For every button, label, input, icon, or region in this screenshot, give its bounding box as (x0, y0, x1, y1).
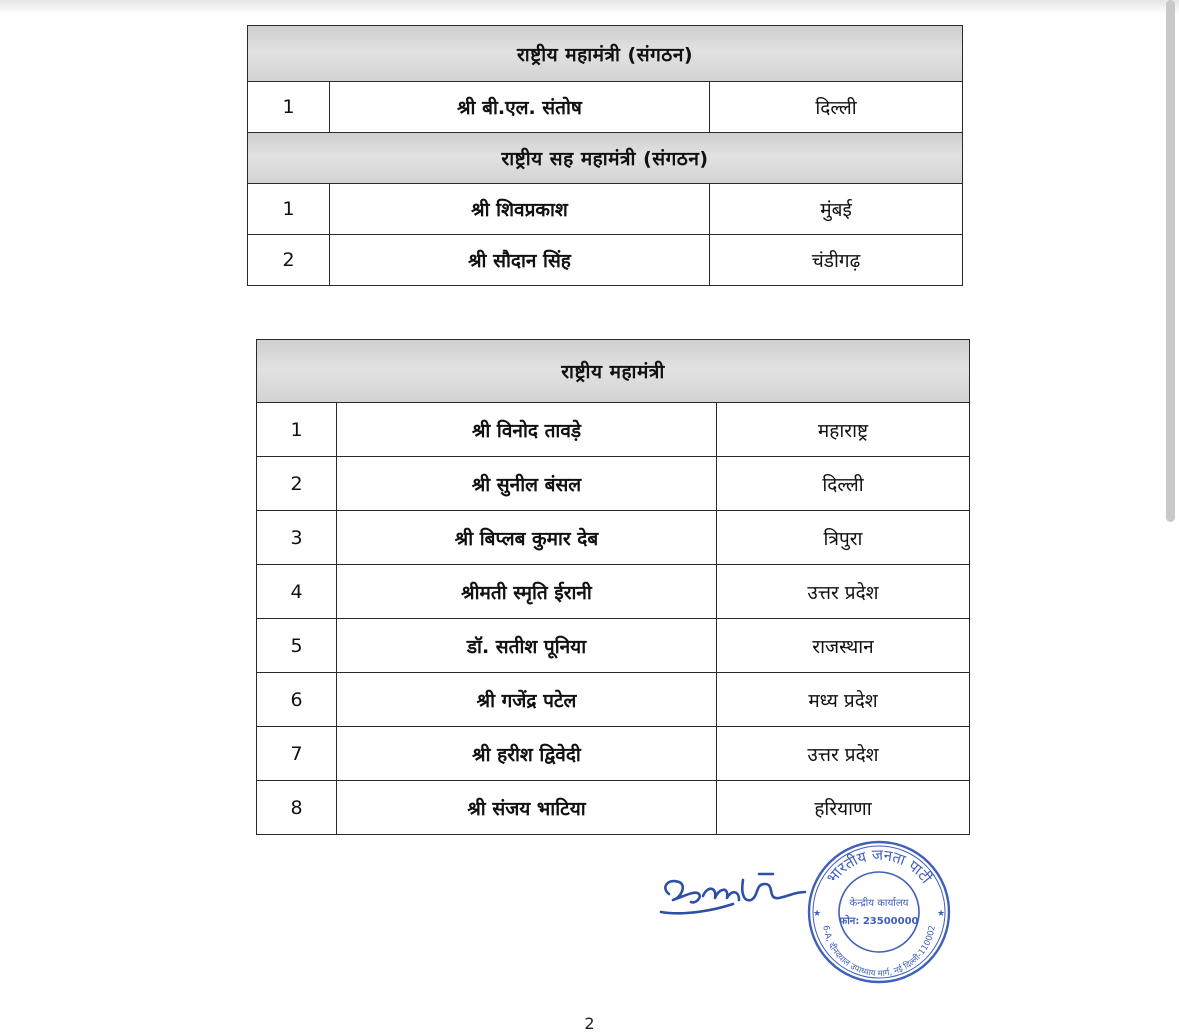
section-heading: राष्ट्रीय महामंत्री (संगठन) (248, 26, 963, 82)
table-row (257, 457, 970, 511)
seal-inner-line1: केन्द्रीय कार्यालय (849, 898, 909, 909)
member-name: श्री गजेंद्र पटेल (337, 673, 717, 727)
seal-star-left: ★ (812, 909, 822, 919)
table-row (257, 673, 970, 727)
serial-number: 1 (248, 184, 330, 235)
member-name: श्री विनोद तावड़े (337, 403, 717, 457)
member-state: दिल्ली (717, 457, 970, 511)
member-state: त्रिपुरा (717, 511, 970, 565)
member-state: महाराष्ट्र (717, 403, 970, 457)
party-seal-stamp (803, 836, 955, 986)
member-name: डॉ. सतीश पूनिया (337, 619, 717, 673)
member-name: श्री शिवप्रकाश (330, 184, 710, 235)
table-row (257, 619, 970, 673)
serial-number: 1 (248, 82, 330, 133)
member-name: श्री हरीश द्विवेदी (337, 727, 717, 781)
section-heading: राष्ट्रीय महामंत्री (257, 340, 970, 403)
member-name: श्री बी.एल. संतोष (330, 82, 710, 133)
member-state: उत्तर प्रदेश (717, 727, 970, 781)
member-state: उत्तर प्रदेश (717, 565, 970, 619)
member-name: श्री सौदान सिंह (330, 235, 710, 286)
member-name: श्रीमती स्मृति ईरानी (337, 565, 717, 619)
member-state: हरियाणा (717, 781, 970, 835)
seal-outer-text: भारतीय जनता पार्टी (822, 845, 936, 887)
seal-bottom-text: 6-A, दीनदयाल उपाध्याय मार्ग, नई दिल्ली-110002 (820, 924, 938, 980)
table-row (257, 781, 970, 835)
serial-number: 2 (248, 235, 330, 286)
member-name: श्री संजय भाटिया (337, 781, 717, 835)
member-state: दिल्ली (710, 82, 963, 133)
serial-number: 6 (257, 673, 337, 727)
seal-star-right: ★ (936, 909, 946, 919)
section-heading: राष्ट्रीय सह महामंत्री (संगठन) (248, 133, 963, 184)
table-row (257, 511, 970, 565)
signature-strokes (661, 874, 805, 913)
serial-number: 4 (257, 565, 337, 619)
table-row (248, 184, 963, 235)
serial-number: 1 (257, 403, 337, 457)
table-row (257, 403, 970, 457)
member-state: मध्य प्रदेश (717, 673, 970, 727)
member-state: राजस्थान (717, 619, 970, 673)
signature (655, 860, 815, 930)
serial-number: 8 (257, 781, 337, 835)
organization-secretaries-table (247, 25, 963, 286)
table-row (248, 82, 963, 133)
scrollbar-thumb[interactable] (1166, 0, 1175, 522)
member-state: चंडीगढ़ (710, 235, 963, 286)
member-name: श्री बिप्लब कुमार देब (337, 511, 717, 565)
table-row (248, 235, 963, 286)
seal-inner-line2: फोन: 23500000 (839, 916, 919, 927)
page-top-shadow (0, 0, 1179, 14)
serial-number: 7 (257, 727, 337, 781)
serial-number: 3 (257, 511, 337, 565)
general-secretaries-table (256, 339, 970, 835)
member-name: श्री सुनील बंसल (337, 457, 717, 511)
table-row (257, 565, 970, 619)
serial-number: 2 (257, 457, 337, 511)
table-row (257, 727, 970, 781)
member-state: मुंबई (710, 184, 963, 235)
page-number: 2 (584, 1014, 595, 1033)
seal-ink (809, 842, 949, 982)
serial-number: 5 (257, 619, 337, 673)
